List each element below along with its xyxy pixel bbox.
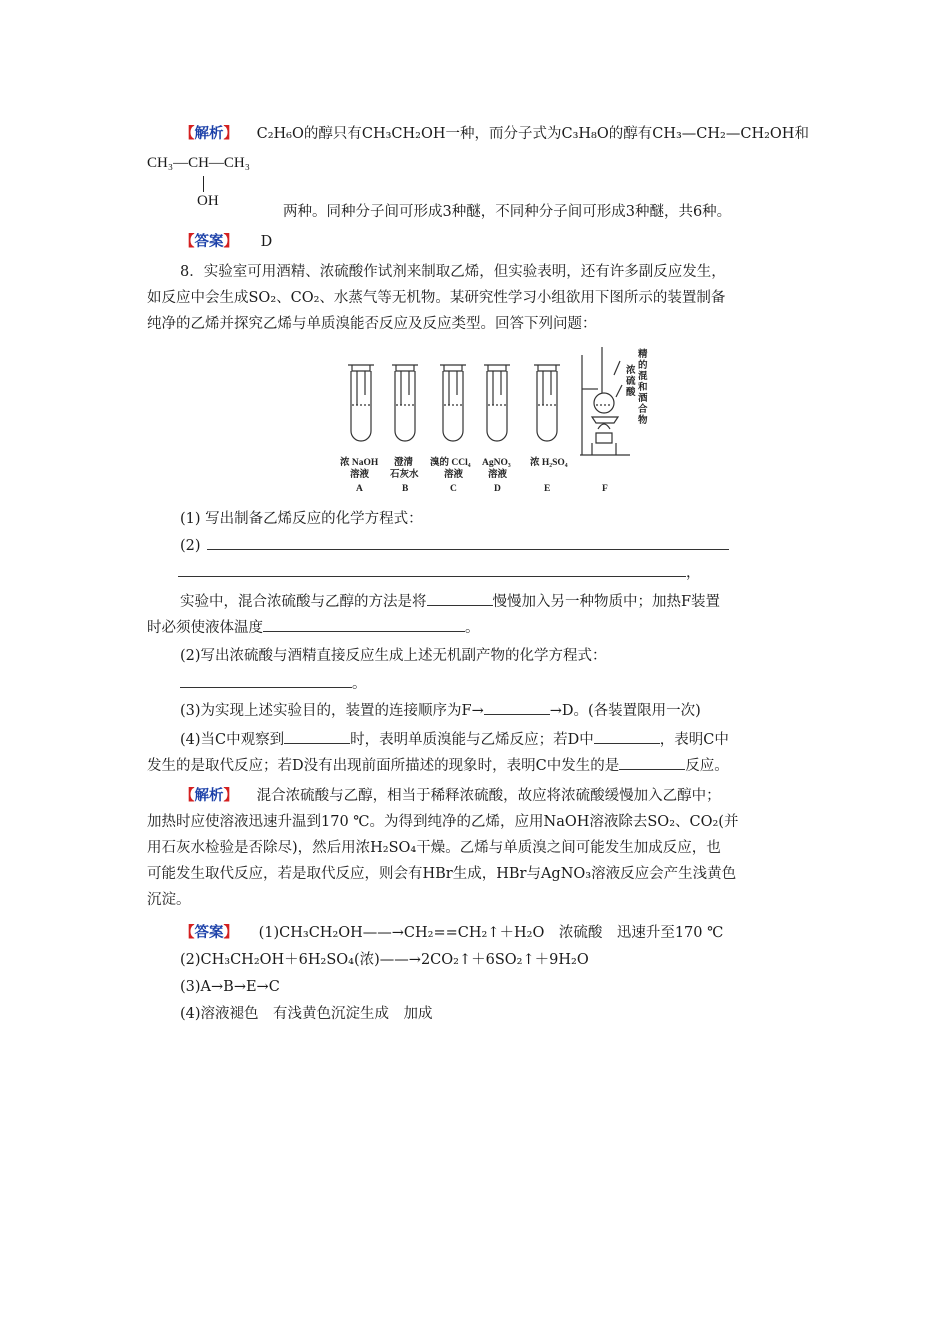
- answer-2-line-1: 【答案】 (1)CH₃CH₂OH——→CH₂==CH₂↑＋H₂O 浓硫酸 迅速升至170 ℃: [180, 924, 724, 941]
- isopropanol-structure: [147, 155, 277, 215]
- answer-blank[interactable]: [427, 591, 493, 606]
- tube-d: [484, 365, 510, 441]
- analysis-1-text: C₂H₆O的醇只有CH₃CH₂OH一种，而分子式为C₃H₈O的醇有CH₃—CH₂—CH₂OH和: [256, 126, 809, 142]
- answer-1-value: D: [260, 234, 273, 250]
- label-a-2: 溶液: [350, 470, 370, 480]
- q8-line-2: 如反应中会生成SO₂、CO₂、水蒸气等无机物。某研究性学习小组欲用下图所示的装置制备: [147, 290, 726, 306]
- q-part-3: 实验中，混合浓硫酸与乙醇的方法是将 慢慢加入另一种物质中；加热F装置: [180, 591, 720, 612]
- analysis-2-line-5: 沉淀。: [147, 892, 191, 908]
- q-part-4: 时必须使液体温度 。: [147, 617, 480, 638]
- answer-blank[interactable]: [180, 673, 352, 688]
- label-b-1: 澄清: [394, 458, 414, 468]
- analysis-2-line-1: 【解析】 混合浓硫酸与乙醇，相当于稀释浓硫酸，故应将浓硫酸缓慢加入乙醇中；: [180, 787, 721, 804]
- answer-blank[interactable]: [594, 729, 660, 744]
- label-e-1: 浓 H₂SO₄: [530, 458, 568, 468]
- answer-blank[interactable]: [484, 700, 550, 715]
- label-f-letter: F: [602, 484, 608, 494]
- analysis-2-line-4: 可能发生取代反应，若是取代反应，则会有HBr生成，HBr与AgNO₃溶液反应会产生浅黄色: [147, 866, 737, 882]
- answer-blank[interactable]: [284, 729, 350, 744]
- analysis-2-line-3: 用石灰水检验是否除尽)，然后用浓H₂SO₄干燥。乙烯与单质溴之间可能发生加成反应，也: [147, 840, 721, 856]
- q-part-1: (1) 写出制备乙烯反应的化学方程式：: [180, 511, 423, 527]
- label-b-letter: B: [402, 484, 409, 494]
- label-d-letter: D: [494, 484, 501, 494]
- answer-2-line-4: (4)溶液褪色 有浅黄色沉淀生成 加成: [180, 1006, 433, 1022]
- answer-blank[interactable]: [619, 755, 685, 770]
- label-c-1: 溴的 CCl₄: [430, 458, 471, 468]
- q8-line-1: 8．实验室可用酒精、浓硫酸作试剂来制取乙烯，但实验表明，还有许多副反应发生，: [180, 264, 726, 280]
- structure-oh: OH: [197, 193, 219, 209]
- q-part-2-cont: ，: [178, 562, 701, 583]
- answer-tag: 【答案】: [180, 233, 238, 250]
- structure-chain: CH₃—CH—CH₃: [147, 155, 250, 171]
- label-e-letter: E: [544, 484, 551, 494]
- q8-line-3: 纯净的乙烯并探究乙烯与单质溴能否反应及反应类型。回答下列问题：: [147, 316, 597, 332]
- answer-blank[interactable]: [207, 535, 729, 550]
- apparatus-figure: [330, 345, 660, 505]
- tube-e: [534, 365, 560, 441]
- apparatus-f: [580, 347, 630, 455]
- analysis-1-line-2: 两种。同种分子间可形成3种醚，不同种分子间可形成3种醚，共6种。: [283, 204, 732, 220]
- analysis-1-line-1: [180, 124, 809, 144]
- answer-blank[interactable]: [178, 562, 686, 577]
- answer-2-line-2: (2)CH₃CH₂OH＋6H₂SO₄(浓)——→2CO₂↑＋6SO₂↑＋9H₂O: [180, 952, 589, 968]
- analysis-2-line-2: 加热时应使溶液迅速升温到170 ℃。为得到纯净的乙烯，应用NaOH溶液除去SO₂、CO₂(并: [147, 814, 739, 830]
- label-c-2: 溶液: [444, 470, 464, 480]
- analysis-tag: 【解析】: [180, 787, 238, 804]
- q-part-5: (2)写出浓硫酸与酒精直接反应生成上述无机副产物的化学方程式：: [180, 648, 607, 664]
- tube-b: [392, 365, 418, 441]
- answer-2-line-3: (3)A→B→E→C: [180, 979, 280, 995]
- q-part-9: 发生的是取代反应；若D没有出现前面所描述的现象时，表明C中发生的是 反应。: [147, 755, 729, 776]
- q-part-2: (2): [180, 535, 729, 556]
- answer-blank[interactable]: [263, 617, 465, 632]
- structure-bond: [203, 176, 204, 192]
- q-part-8: (4)当C中观察到 时，表明单质溴能与乙烯反应；若D中 ，表明C中: [180, 729, 729, 750]
- analysis-tag: 【解析】: [180, 125, 238, 142]
- answer-tag: 【答案】: [180, 924, 238, 941]
- q-part-6: 。: [180, 673, 367, 694]
- label-d-1: AgNO₃: [482, 458, 511, 468]
- answer-1: [180, 232, 272, 252]
- label-a-1: 浓 NaOH: [340, 458, 379, 468]
- tube-a: [348, 365, 374, 441]
- label-d-2: 溶液: [488, 470, 508, 480]
- label-f-side-b: 精的混和酒合物: [638, 350, 648, 426]
- label-b-2: 石灰水: [390, 470, 419, 480]
- apparatus-svg: [330, 345, 660, 505]
- tube-c: [440, 365, 466, 441]
- label-a-letter: A: [356, 484, 363, 494]
- label-c-letter: C: [450, 484, 457, 494]
- label-f-side-a: 浓硫酸: [626, 366, 636, 398]
- q-part-7: (3)为实现上述实验目的，装置的连接顺序为F→ →D。(各装置限用一次): [180, 700, 701, 721]
